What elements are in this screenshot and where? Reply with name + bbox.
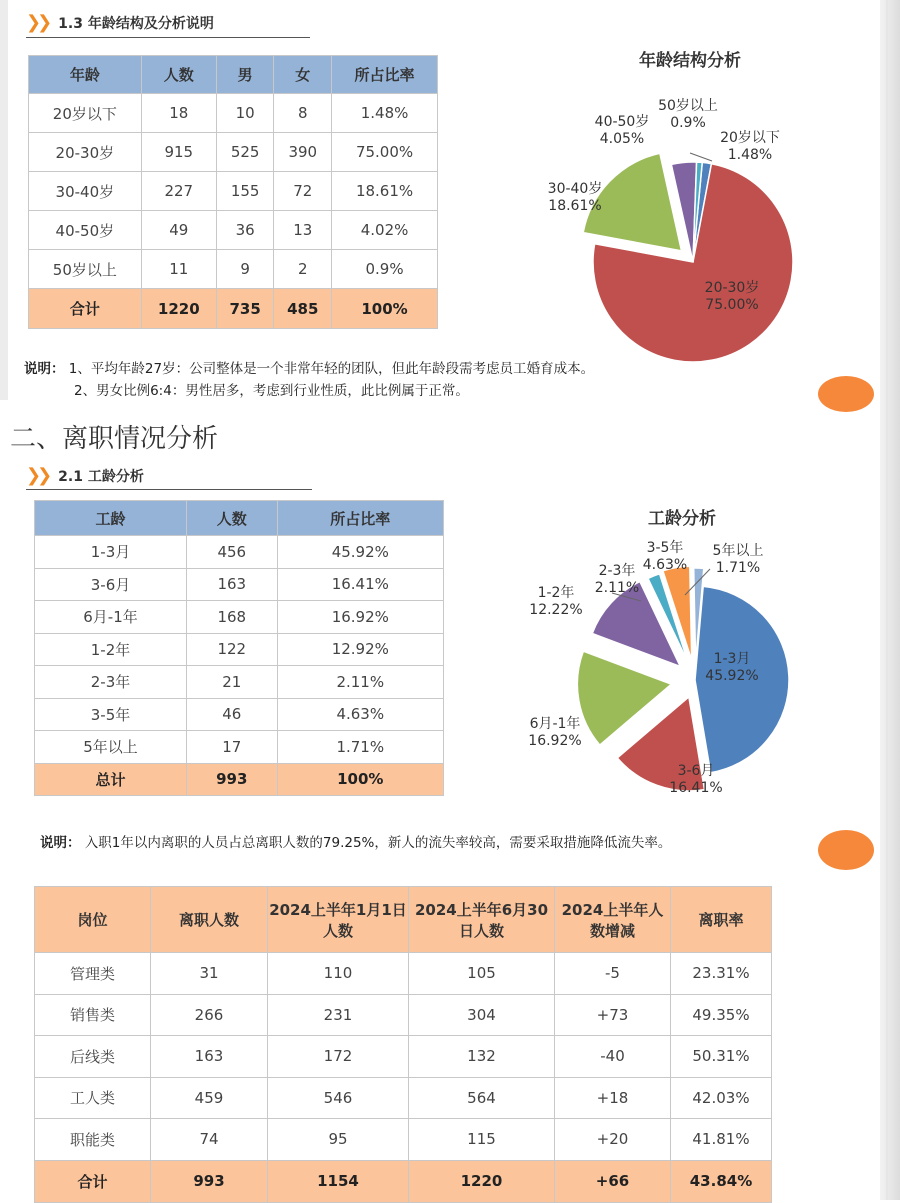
table-cell: 0.9% — [332, 250, 438, 289]
table-cell: 11 — [141, 250, 216, 289]
table-cell: 总计 — [35, 763, 187, 795]
pie-value-label: 18.61% — [548, 198, 602, 214]
table-cell: 168 — [186, 601, 277, 634]
table-cell: 2.11% — [277, 666, 443, 699]
table-row — [35, 536, 444, 569]
table-row — [35, 953, 772, 995]
pie-value-label: 16.92% — [528, 733, 582, 749]
table-header: 人数 — [141, 56, 216, 94]
table-total-row — [35, 1160, 772, 1202]
table-cell: 3-6月 — [35, 568, 187, 601]
table-cell: +18 — [555, 1077, 671, 1119]
table-cell: 18 — [141, 94, 216, 133]
table-cell: 5年以上 — [35, 731, 187, 764]
section-underline — [26, 37, 310, 38]
table-cell: 266 — [151, 994, 268, 1036]
table-header: 2024上半年人数增减 — [555, 887, 671, 953]
table-row — [29, 94, 438, 133]
table-cell: 后线类 — [35, 1036, 151, 1078]
table-cell: 2 — [274, 250, 332, 289]
table-cell: 20岁以下 — [29, 94, 142, 133]
section-heading-2-1 — [26, 465, 144, 486]
age-chart-title: 年龄结构分析 — [639, 51, 741, 71]
table-cell: 合计 — [35, 1160, 151, 1202]
table-row — [35, 666, 444, 699]
table-row — [35, 601, 444, 634]
table-header: 人数 — [186, 501, 277, 536]
table-cell: 95 — [268, 1119, 409, 1161]
pie-leader-line — [690, 153, 712, 161]
table-cell: 12.92% — [277, 633, 443, 666]
table-cell: +66 — [555, 1160, 671, 1202]
table-cell: 459 — [151, 1077, 268, 1119]
table-header: 所占比率 — [332, 56, 438, 94]
pie-category-label: 6月-1年 — [529, 716, 581, 732]
note-label: 说明： — [24, 361, 65, 377]
table-cell: 50.31% — [671, 1036, 772, 1078]
pie-category-label: 20-30岁 — [704, 280, 760, 296]
pie-category-label: 5年以上 — [712, 543, 764, 559]
table-cell: 304 — [409, 994, 555, 1036]
pie-value-label: 1.71% — [715, 560, 761, 576]
tenure-chart-title: 工龄分析 — [648, 509, 716, 529]
table-cell: -5 — [555, 953, 671, 995]
table-cell: 16.41% — [277, 568, 443, 601]
age-structure-pie-chart — [530, 80, 890, 380]
table-cell: 1.71% — [277, 731, 443, 764]
table-cell: 23.31% — [671, 953, 772, 995]
table-cell: 合计 — [29, 289, 142, 329]
table-row — [35, 731, 444, 764]
pie-category-label: 30-40岁 — [547, 181, 603, 197]
table-row — [29, 133, 438, 172]
table-cell: 18.61% — [332, 172, 438, 211]
table-cell: 6月-1年 — [35, 601, 187, 634]
table-row — [35, 1077, 772, 1119]
table-cell: 16.92% — [277, 601, 443, 634]
double-chevron-icon: ❯❯ — [26, 12, 49, 33]
table-total-row — [29, 289, 438, 329]
tenure-note — [40, 832, 700, 854]
table-header: 离职人数 — [151, 887, 268, 953]
pie-value-label: 75.00% — [705, 297, 759, 313]
table-cell: 110 — [268, 953, 409, 995]
table-cell: 3-5年 — [35, 698, 187, 731]
table-cell: 227 — [141, 172, 216, 211]
table-cell: 46 — [186, 698, 277, 731]
section-heading-text: 2.1 工龄分析 — [58, 468, 144, 485]
table-cell: 销售类 — [35, 994, 151, 1036]
table-cell: 13 — [274, 211, 332, 250]
table-cell: 1.48% — [332, 94, 438, 133]
table-cell: 41.81% — [671, 1119, 772, 1161]
note-label: 说明： — [40, 835, 81, 851]
note-line-2: 2、男女比例6:4：男性居多，考虑到行业性质，此比例属于正常。 — [74, 383, 469, 399]
table-header: 年龄 — [29, 56, 142, 94]
table-cell: 36 — [216, 211, 274, 250]
table-header: 2024上半年6月30日人数 — [409, 887, 555, 953]
pie-category-label: 3-6月 — [677, 763, 715, 779]
table-row — [35, 568, 444, 601]
table-cell: 4.02% — [332, 211, 438, 250]
table-cell: 735 — [216, 289, 274, 329]
section-underline — [26, 489, 312, 490]
table-cell: 456 — [186, 536, 277, 569]
table-header: 女 — [274, 56, 332, 94]
table-cell: 74 — [151, 1119, 268, 1161]
section-heading-1-3 — [26, 12, 214, 33]
table-cell: 49.35% — [671, 994, 772, 1036]
table-row — [35, 1036, 772, 1078]
table-cell: 50岁以上 — [29, 250, 142, 289]
table-cell: 172 — [268, 1036, 409, 1078]
table-cell: 1154 — [268, 1160, 409, 1202]
table-row — [35, 994, 772, 1036]
table-cell: 20-30岁 — [29, 133, 142, 172]
table-cell: 390 — [274, 133, 332, 172]
pie-value-label: 4.63% — [642, 557, 688, 573]
table-row — [35, 698, 444, 731]
table-cell: 4.63% — [277, 698, 443, 731]
table-header: 离职率 — [671, 887, 772, 953]
table-cell: 49 — [141, 211, 216, 250]
table-cell: 915 — [141, 133, 216, 172]
pie-value-label: 1.48% — [727, 147, 773, 163]
table-row — [29, 250, 438, 289]
pie-category-label: 40-50岁 — [594, 114, 650, 130]
table-cell: 122 — [186, 633, 277, 666]
pie-category-label: 1-3月 — [713, 651, 751, 667]
age-structure-table — [28, 55, 438, 329]
table-cell: 17 — [186, 731, 277, 764]
pie-value-label: 45.92% — [705, 668, 759, 684]
table-cell: 132 — [409, 1036, 555, 1078]
table-row — [35, 633, 444, 666]
tenure-table — [34, 500, 444, 796]
table-cell: 1-3月 — [35, 536, 187, 569]
table-header: 岗位 — [35, 887, 151, 953]
table-header: 所占比率 — [277, 501, 443, 536]
table-cell: 10 — [216, 94, 274, 133]
table-cell: 9 — [216, 250, 274, 289]
position-turnover-table — [34, 886, 772, 1203]
table-cell: 职能类 — [35, 1119, 151, 1161]
table-cell: 525 — [216, 133, 274, 172]
double-chevron-icon: ❯❯ — [26, 465, 49, 486]
table-cell: 993 — [186, 763, 277, 795]
table-cell: 564 — [409, 1077, 555, 1119]
table-cell: 105 — [409, 953, 555, 995]
pie-value-label: 2.11% — [594, 580, 640, 596]
table-row — [29, 211, 438, 250]
table-header: 工龄 — [35, 501, 187, 536]
table-cell: 75.00% — [332, 133, 438, 172]
table-row — [35, 1119, 772, 1161]
pie-category-label: 2-3年 — [598, 563, 636, 579]
table-cell: 115 — [409, 1119, 555, 1161]
tenure-pie-chart — [520, 535, 900, 805]
table-cell: 231 — [268, 994, 409, 1036]
table-cell: +20 — [555, 1119, 671, 1161]
table-cell: 1-2年 — [35, 633, 187, 666]
table-header: 2024上半年1月1日人数 — [268, 887, 409, 953]
table-row — [29, 172, 438, 211]
decorative-orange-dot — [818, 830, 874, 870]
pie-category-label: 20岁以下 — [720, 130, 780, 146]
pie-value-label: 12.22% — [529, 602, 583, 618]
table-cell: 100% — [277, 763, 443, 795]
table-cell: 43.84% — [671, 1160, 772, 1202]
table-cell: 42.03% — [671, 1077, 772, 1119]
pie-category-label: 3-5年 — [646, 540, 684, 556]
pie-value-label: 16.41% — [669, 780, 723, 796]
table-total-row — [35, 763, 444, 795]
table-cell: -40 — [555, 1036, 671, 1078]
table-cell: 管理类 — [35, 953, 151, 995]
pie-category-label: 50岁以上 — [658, 98, 718, 114]
table-cell: 40-50岁 — [29, 211, 142, 250]
table-cell: 工人类 — [35, 1077, 151, 1119]
table-cell: +73 — [555, 994, 671, 1036]
pie-value-label: 4.05% — [599, 131, 645, 147]
table-header: 男 — [216, 56, 274, 94]
table-cell: 1220 — [141, 289, 216, 329]
table-cell: 155 — [216, 172, 274, 211]
table-cell: 100% — [332, 289, 438, 329]
table-cell: 72 — [274, 172, 332, 211]
table-cell: 163 — [151, 1036, 268, 1078]
pie-value-label: 0.9% — [670, 115, 706, 131]
table-cell: 8 — [274, 94, 332, 133]
table-cell: 45.92% — [277, 536, 443, 569]
table-cell: 2-3年 — [35, 666, 187, 699]
table-cell: 31 — [151, 953, 268, 995]
decorative-orange-dot — [818, 376, 874, 412]
table-cell: 546 — [268, 1077, 409, 1119]
note-text: 入职1年以内离职的人员占总离职人数的79.25%，新人的流失率较高，需要采取措施降低流失率。 — [84, 835, 672, 851]
table-cell: 30-40岁 — [29, 172, 142, 211]
section-heading-text: 1.3 年龄结构及分析说明 — [58, 15, 214, 32]
table-cell: 485 — [274, 289, 332, 329]
note-line-1: 1、平均年龄27岁：公司整体是一个非常年轻的团队，但此年龄段需考虑员工婚育成本。 — [68, 361, 595, 377]
table-cell: 1220 — [409, 1160, 555, 1202]
table-cell: 21 — [186, 666, 277, 699]
page-edge-left — [0, 0, 8, 400]
section-2-title: 二、离职情况分析 — [10, 424, 219, 454]
table-cell: 163 — [186, 568, 277, 601]
age-note — [24, 358, 594, 402]
pie-category-label: 1-2年 — [537, 585, 575, 601]
table-cell: 993 — [151, 1160, 268, 1202]
